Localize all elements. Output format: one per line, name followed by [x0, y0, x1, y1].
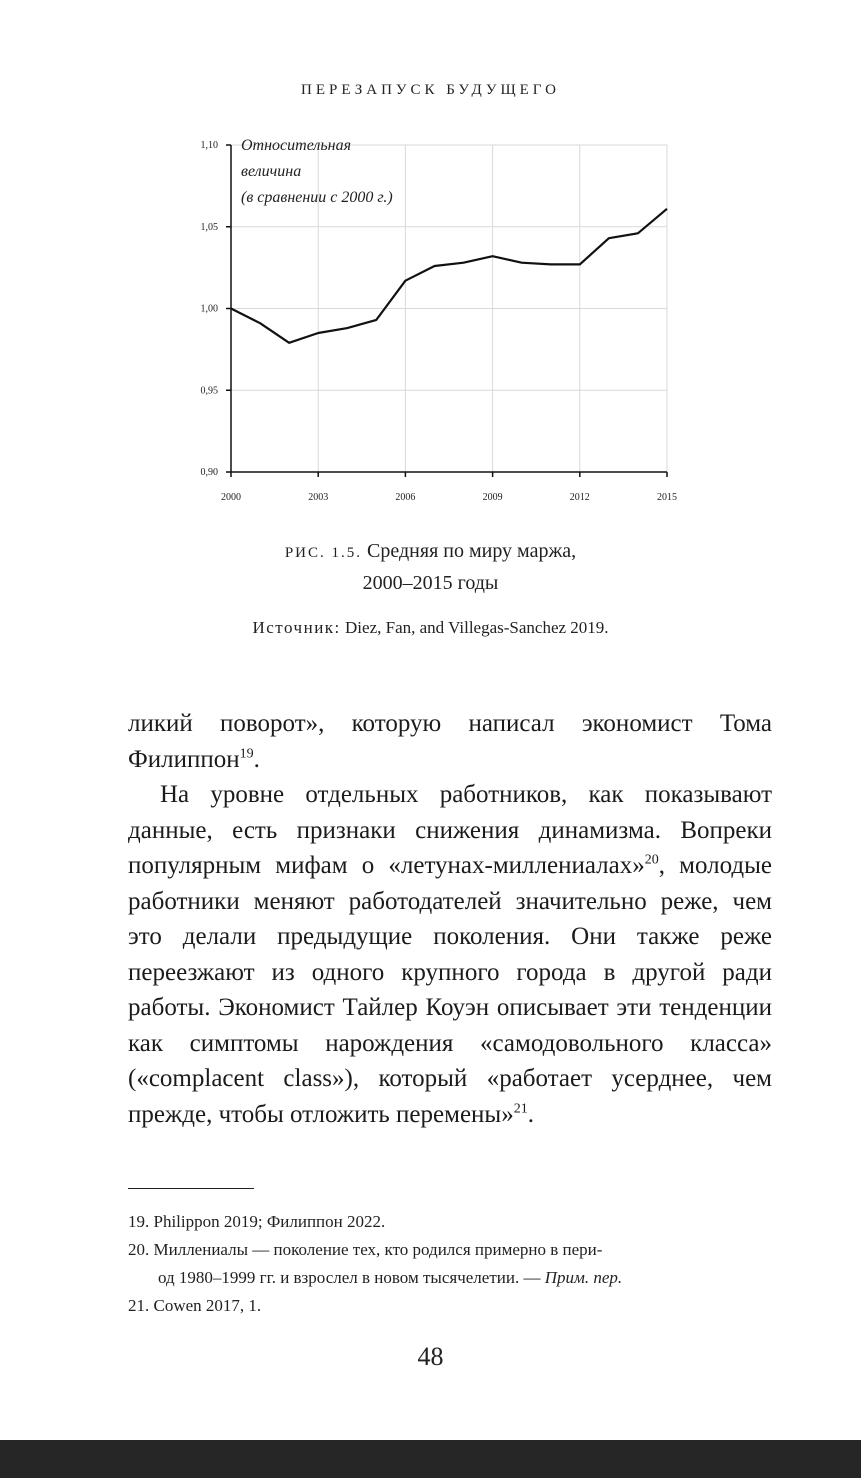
footnote-ref-20: 20 — [644, 852, 659, 868]
paragraph-2 — [128, 777, 772, 1132]
x-tick-label: 2012 — [569, 492, 590, 503]
source-label: Источник: — [252, 618, 341, 637]
footnote-21: 21. Cowen 2017, 1. — [128, 1296, 262, 1315]
y-axis-label: Относительная — [241, 137, 352, 154]
margin-chart — [170, 128, 690, 518]
source-text: Diez, Fan, and Villegas-Sanchez 2019. — [345, 618, 609, 637]
x-tick-label: 2009 — [482, 492, 503, 503]
y-axis-label: (в сравнении с 2000 г.) — [241, 189, 393, 206]
y-tick-label: 1,10 — [200, 140, 218, 151]
running-head: ПЕРЕЗАПУСК БУДУЩЕГО — [301, 82, 560, 98]
paragraph-1: ликий поворот», которую написал экономист Тома Филиппон$^{19}$. — [128, 710, 772, 773]
x-tick-label: 2015 — [657, 492, 677, 503]
footnote-20-text: од 1980–1999 гг. и взрослел в новом тысячелетии. — — [158, 1268, 541, 1287]
y-axis-label: величина — [241, 163, 302, 180]
caption-text-1: Средняя по миру маржа, — [367, 540, 577, 562]
caption-line-2: 2000–2015 годы — [362, 572, 499, 594]
y-tick-label: 1,00 — [200, 303, 218, 315]
footnote-20-line-1: 20. Миллениалы — поколение тех, кто родился примерно в пери- — [128, 1240, 603, 1259]
y-tick-label: 0,95 — [200, 385, 218, 397]
footnote-rule — [128, 1188, 254, 1189]
series-line — [231, 209, 667, 343]
footnote-19: 19. Philippon 2019; Филиппон 2022. — [128, 1212, 386, 1231]
y-tick-label: 0,90 — [200, 467, 218, 478]
translator-note: Прим. пер. — [544, 1268, 623, 1287]
caption-line-1 — [0, 536, 861, 568]
footnote-ref-19: 19 — [239, 746, 254, 762]
x-tick-label: 2006 — [395, 492, 416, 503]
body-text — [128, 706, 772, 1132]
x-tick-label: 2003 — [308, 492, 329, 503]
figure-source — [0, 618, 861, 638]
y-tick-label: 1,05 — [200, 221, 218, 233]
footnote-ref-21: 21 — [513, 1101, 528, 1117]
viewer-bottom-bar — [0, 1440, 861, 1478]
paragraph-2-text-b: , молодые работники меняют работодателей значительно реже, чем это делали предыдущие поколения. Они также реже переезжают из одного крупного города в другой ради работы. Экономист Тайлер Коуэн описывает эти тенденции как симптомы нарождения «самодовольного класса» («complacent class»), который «работает усерднее, чем прежде, чтобы отложить перемены» — [128, 852, 773, 1128]
paragraph-2-end: . — [527, 1100, 534, 1128]
paragraph-1-text: ликий поворот», которую написал экономист Тома Филиппон — [128, 710, 772, 773]
figure-caption — [0, 536, 861, 598]
footnote-20-line-2 — [128, 1264, 772, 1292]
paragraph-2-text-a: На уровне отдельных работников, как показывают данные, есть признаки снижения динамизма. Вопреки популярным мифам о «летунах-миллениалах» — [128, 781, 772, 879]
x-tick-label: 2000 — [221, 492, 241, 503]
footnotes — [128, 1208, 772, 1320]
page-number: 48 — [417, 1342, 444, 1371]
caption-label: РИС. 1.5. — [284, 545, 363, 561]
